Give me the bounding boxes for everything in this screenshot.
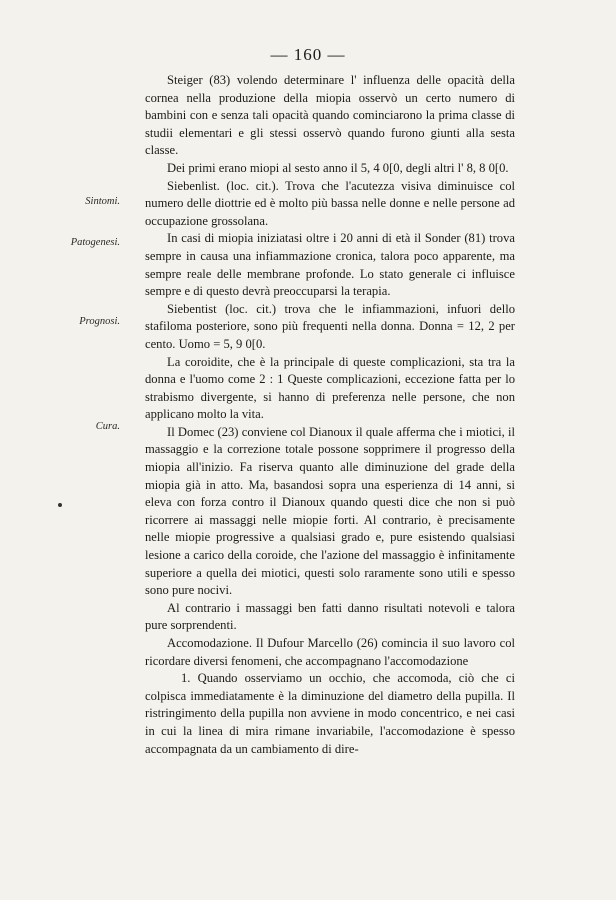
paragraph-sonder: In casi di miopia iniziatasi oltre i 20 anni di età il Sonder (81) trova sempre in causa una infiammazione cronica, talora poco apparente, ma sempre reale delle membrane profonde. Lo stato generale ci influisce sempre e di questo devrà preoccuparsi la terapia. [145, 231, 515, 299]
body-text [145, 72, 515, 758]
margin-note-sintomi: Sintomi. [85, 196, 120, 207]
margin-note-prognosi: Prognosi. [79, 316, 120, 327]
margin-note-patogenesi: Patogenesi. [70, 237, 120, 248]
paragraph-pupilla: 1. Quando osserviamo un occhio, che accomoda, ciò che ci colpisca immediatamente è la diminuzione del diametro della pupilla. Il ristringimento della pupilla non avviene in modo concentrico, e nei casi in cui la linea di mira rimane invariabile, l'accomodazione è spesso accompagnata da un cambiamento di dire- [145, 671, 515, 756]
paragraph-coroidite: La coroidite, che è la principale di queste complicazioni, sta tra la donna e l'uomo come 2 : 1 Queste complicazioni, eccezione fatta per lo strabismo divergente, si hanno di preferenza nelle persone, che non applicano molto la vita. [145, 354, 515, 422]
paragraph-domec: Il Domec (23) conviene col Dianoux il quale afferma che i miotici, il massaggio e la correzione totale possone sopprimere il progresso della miopia all'inizio. Fa riserva quanto alle diminuzione del grade della miopia già in atto. Ma, basandosi sopra una esperienza di 14 anni, si eleva con forza contro il Dianoux quando questi dice che non si può ricorrere ai massaggi nelle miopie forti. Al contrario, è precisamente nelle miopie progressive a qualsiasi grado e, pure esistendo qualsiasi lesione a carico della coroide, che l'azione del massaggio è infinitamente superiore a quella dei miotici, questi solo raramente sono utili e spesso sono pure nocivi. [145, 424, 515, 598]
paragraph-miopi-percent: Dei primi erano miopi al sesto anno il 5, 4 0[0, degli altri l' 8, 8 0[0. [167, 160, 509, 175]
page-number: — 160 — [270, 45, 346, 64]
margin-note-cura: Cura. [95, 421, 120, 432]
paragraph-siebentist: Siebentist (loc. cit.) trova che le infiammazioni, infuori dello stafiloma posteriore, sono più frequenti nella donna. Donna = 12, 2 per cento. Uomo = 5, 9 0[0. [145, 301, 515, 351]
paragraph-massaggi: Al contrario i massaggi ben fatti danno risultati notevoli e talora pure sorprendenti. [145, 600, 515, 633]
paragraph-steiger: Steiger (83) volendo determinare l' influenza delle opacità della cornea nella produzione della miopia osservò un certo numero di bambini con e senza tali opacità quando cominciarono la prima classe di studii elementari e gli stessi osservò quando furono giunti alla sesta classe. [145, 73, 515, 158]
paragraph-siebenlist: Siebenlist. (loc. cit.). Trova che l'acutezza visiva diminuisce col numero delle diottrie ed è molto più bassa nelle donne e nelle persone ad occupazione grossolana. [145, 178, 515, 228]
paragraph-accomodazione: Accomodazione. Il Dufour Marcello (26) comincia il suo lavoro col ricordare diversi fenomeni, che accompagnano l'accomodazione [145, 636, 515, 668]
margin-dot [58, 503, 62, 507]
